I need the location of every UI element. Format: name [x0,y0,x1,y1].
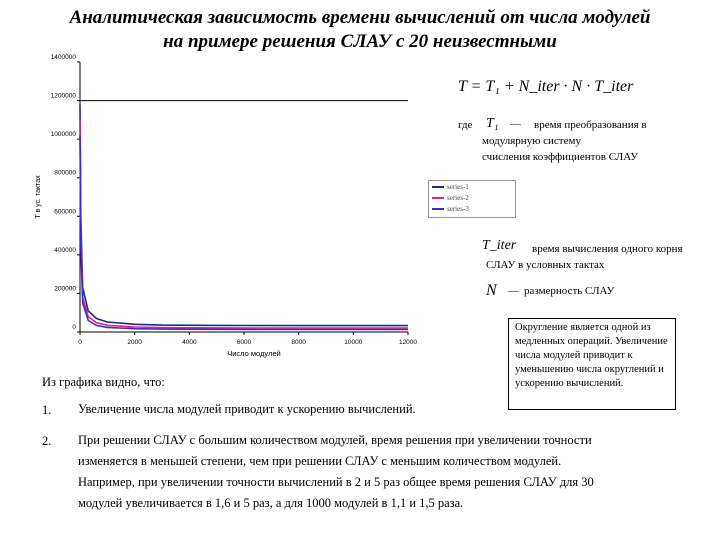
y-tick-label-3: 600000 [54,208,76,216]
y-tick-label-5: 1000000 [50,131,76,139]
where-label: где [458,119,473,131]
series-line-3 [80,135,408,329]
titer-symbol: T_iter [482,238,517,253]
legend-entry-2 [429,192,515,203]
conclusion-intro: Из графика видно, что: [42,375,165,389]
title-line-1: Аналитическая зависимость времени вычислений от числа модулей [69,7,651,28]
point-2-number: 2. [42,434,52,448]
n-desc: размерность СЛАУ [524,285,615,297]
x-tick-label-0: 0 [78,339,82,346]
title-line-2: на примере решения СЛАУ с 20 неизвестными [163,31,557,52]
legend-label-3: series-3 [447,204,469,213]
t1-symbol: T₁ [486,116,499,131]
y-tick-label-0: 0 [72,324,76,331]
y-tick-label-6: 1200000 [50,92,76,100]
chart-legend [428,180,516,218]
n-symbol: N [486,282,497,299]
legend-label-2: series-2 [447,193,469,202]
series-line-2 [80,120,408,328]
titer-desc-1: время вычисления одного корня [532,243,683,255]
legend-entry-1 [429,181,515,192]
x-axis-label: Число модулей [227,349,281,358]
n-dash: — [508,285,519,297]
t1-dash: — [510,118,521,130]
rounding-note-box [508,318,676,410]
titer-desc-2: СЛАУ в условных тактах [486,259,605,271]
t1-desc-1: время преобразования в [534,119,647,131]
point-1-text: Увеличение числа модулей приводит к ускорению вычислений. [78,402,416,416]
legend-entry-3 [429,203,515,214]
series-line-1 [80,104,408,325]
t1-desc-3: счисления коэффициентов СЛАУ [482,151,639,163]
x-tick-label-6: 12000 [398,339,418,346]
y-tick-label-1: 200000 [54,285,76,293]
x-tick-label-1: 2000 [127,339,142,346]
t1-desc-2: модулярную систему [482,135,581,147]
main-formula: T = T₁ + N_iter · N · T_iter [458,78,634,95]
y-tick-label-2: 400000 [54,246,76,254]
x-tick-label-4: 8000 [291,339,306,346]
point-1-number: 1. [42,403,52,417]
x-tick-label-2: 4000 [182,339,197,346]
x-tick-label-3: 6000 [236,339,252,346]
y-axis-label: T в ус. тактах [35,175,42,219]
point-2-text: При решении СЛАУ с большим количеством модулей, время решения при увеличении точности изменяется в меньшей степени, чем при решении СЛАУ с меньшим количеством модулей. Например, при увеличении точности вычислений в 2 и 5 раз общее время решения СЛАУ для 30 модулей увеличивается в 1,6 и 5 раз, а для 1000 модулей в 1,1 и 1,5 раза. [78,433,594,510]
legend-label-1: series-1 [447,182,469,191]
y-tick-label-4: 800000 [54,169,76,177]
rounding-note-text: Округление является одной из медленных операций. Увеличение числа модулей приводит к уменьшению числа округлений и ускорению вычислений. [515,322,668,389]
y-tick-label-7: 1400000 [50,54,76,61]
x-tick-label-5: 10000 [344,339,363,346]
